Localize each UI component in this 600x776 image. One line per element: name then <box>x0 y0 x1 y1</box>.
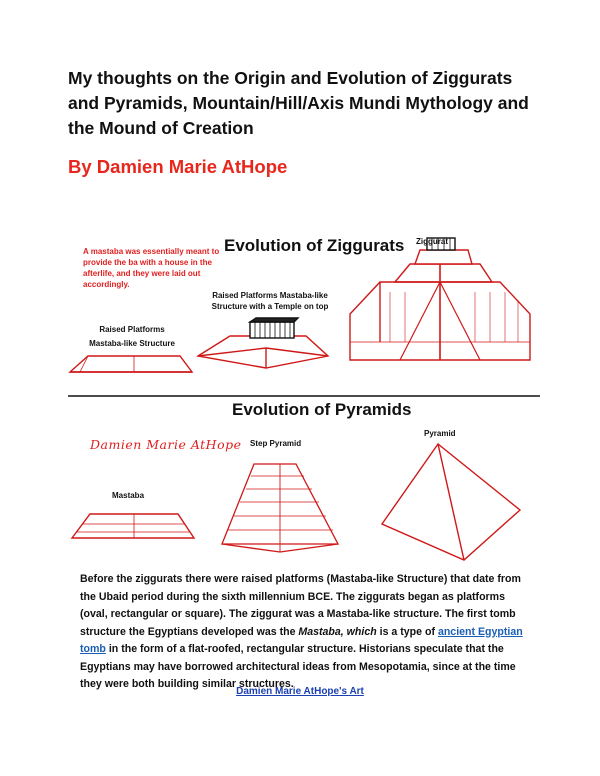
pyramid-label: Pyramid <box>424 429 456 438</box>
platform-temple-drawing <box>198 318 328 368</box>
raised-platforms-label <box>72 324 192 349</box>
step-pyramid-label: Step Pyramid <box>250 439 302 448</box>
art-link[interactable]: Damien Marie AtHope's Art <box>236 686 364 697</box>
body-text-part-2: is a type of <box>376 625 438 638</box>
mastaba-term: Mastaba <box>298 625 341 638</box>
raised-platforms-label-line-1: Raised Platforms <box>99 325 165 334</box>
ziggurat-label: Ziggurat <box>416 237 448 246</box>
raised-platforms-label-line-2: Mastaba-like Structure <box>89 339 175 348</box>
mastaba-drawing <box>72 514 194 538</box>
raised-platform-drawing <box>70 356 192 372</box>
ziggurats-heading: Evolution of Ziggurats <box>224 236 405 255</box>
signature: Damien Marie AtHope <box>90 437 242 452</box>
which-term: , which <box>340 625 377 638</box>
document-title: My thoughts on the Origin and Evolution of Ziggurats and Pyramids, Mountain/Hill/Axis Mundi Mythology and the Mound of Creation <box>68 68 529 138</box>
pyramid-drawing <box>382 444 520 560</box>
platform-temple-label-line-2: Structure with a Temple on top <box>211 302 329 311</box>
byline: By Damien Marie AtHope <box>68 156 288 177</box>
pyramids-heading: Evolution of Pyramids <box>232 400 412 419</box>
ancient-egyptian-tomb-link[interactable]: ancient Egyptian tomb <box>80 625 523 655</box>
platform-temple-label-line-1: Raised Platforms Mastaba-like <box>212 291 328 300</box>
evolution-figure <box>60 232 540 562</box>
platform-temple-label <box>200 290 340 312</box>
ziggurat-drawing <box>350 238 530 360</box>
step-pyramid-drawing <box>222 464 338 552</box>
body-text-part-3: in the form of a flat-roofed, rectangular structure. Historians speculate that the Egyptians may have borrowed architectural ideas from Mesopotamia, since at the time they were both building similar structures. <box>80 643 516 690</box>
footer <box>0 686 600 697</box>
mastaba-label: Mastaba <box>112 491 145 500</box>
body-text-part-1: Before the ziggurats there were raised platforms (Mastaba-like Structure) that date from the Ubaid period during the sixth millennium BCE. The ziggurats began as platforms (oval, rectangular or square). The ziggurat was a Mastaba-like structure. The first tomb structure the Egyptians developed was the <box>80 573 521 638</box>
body-paragraph <box>80 571 530 694</box>
mastaba-note: A mastaba was essentially meant to provide the ba with a house in the afterlife, and they were laid out accordingly. <box>83 247 220 289</box>
